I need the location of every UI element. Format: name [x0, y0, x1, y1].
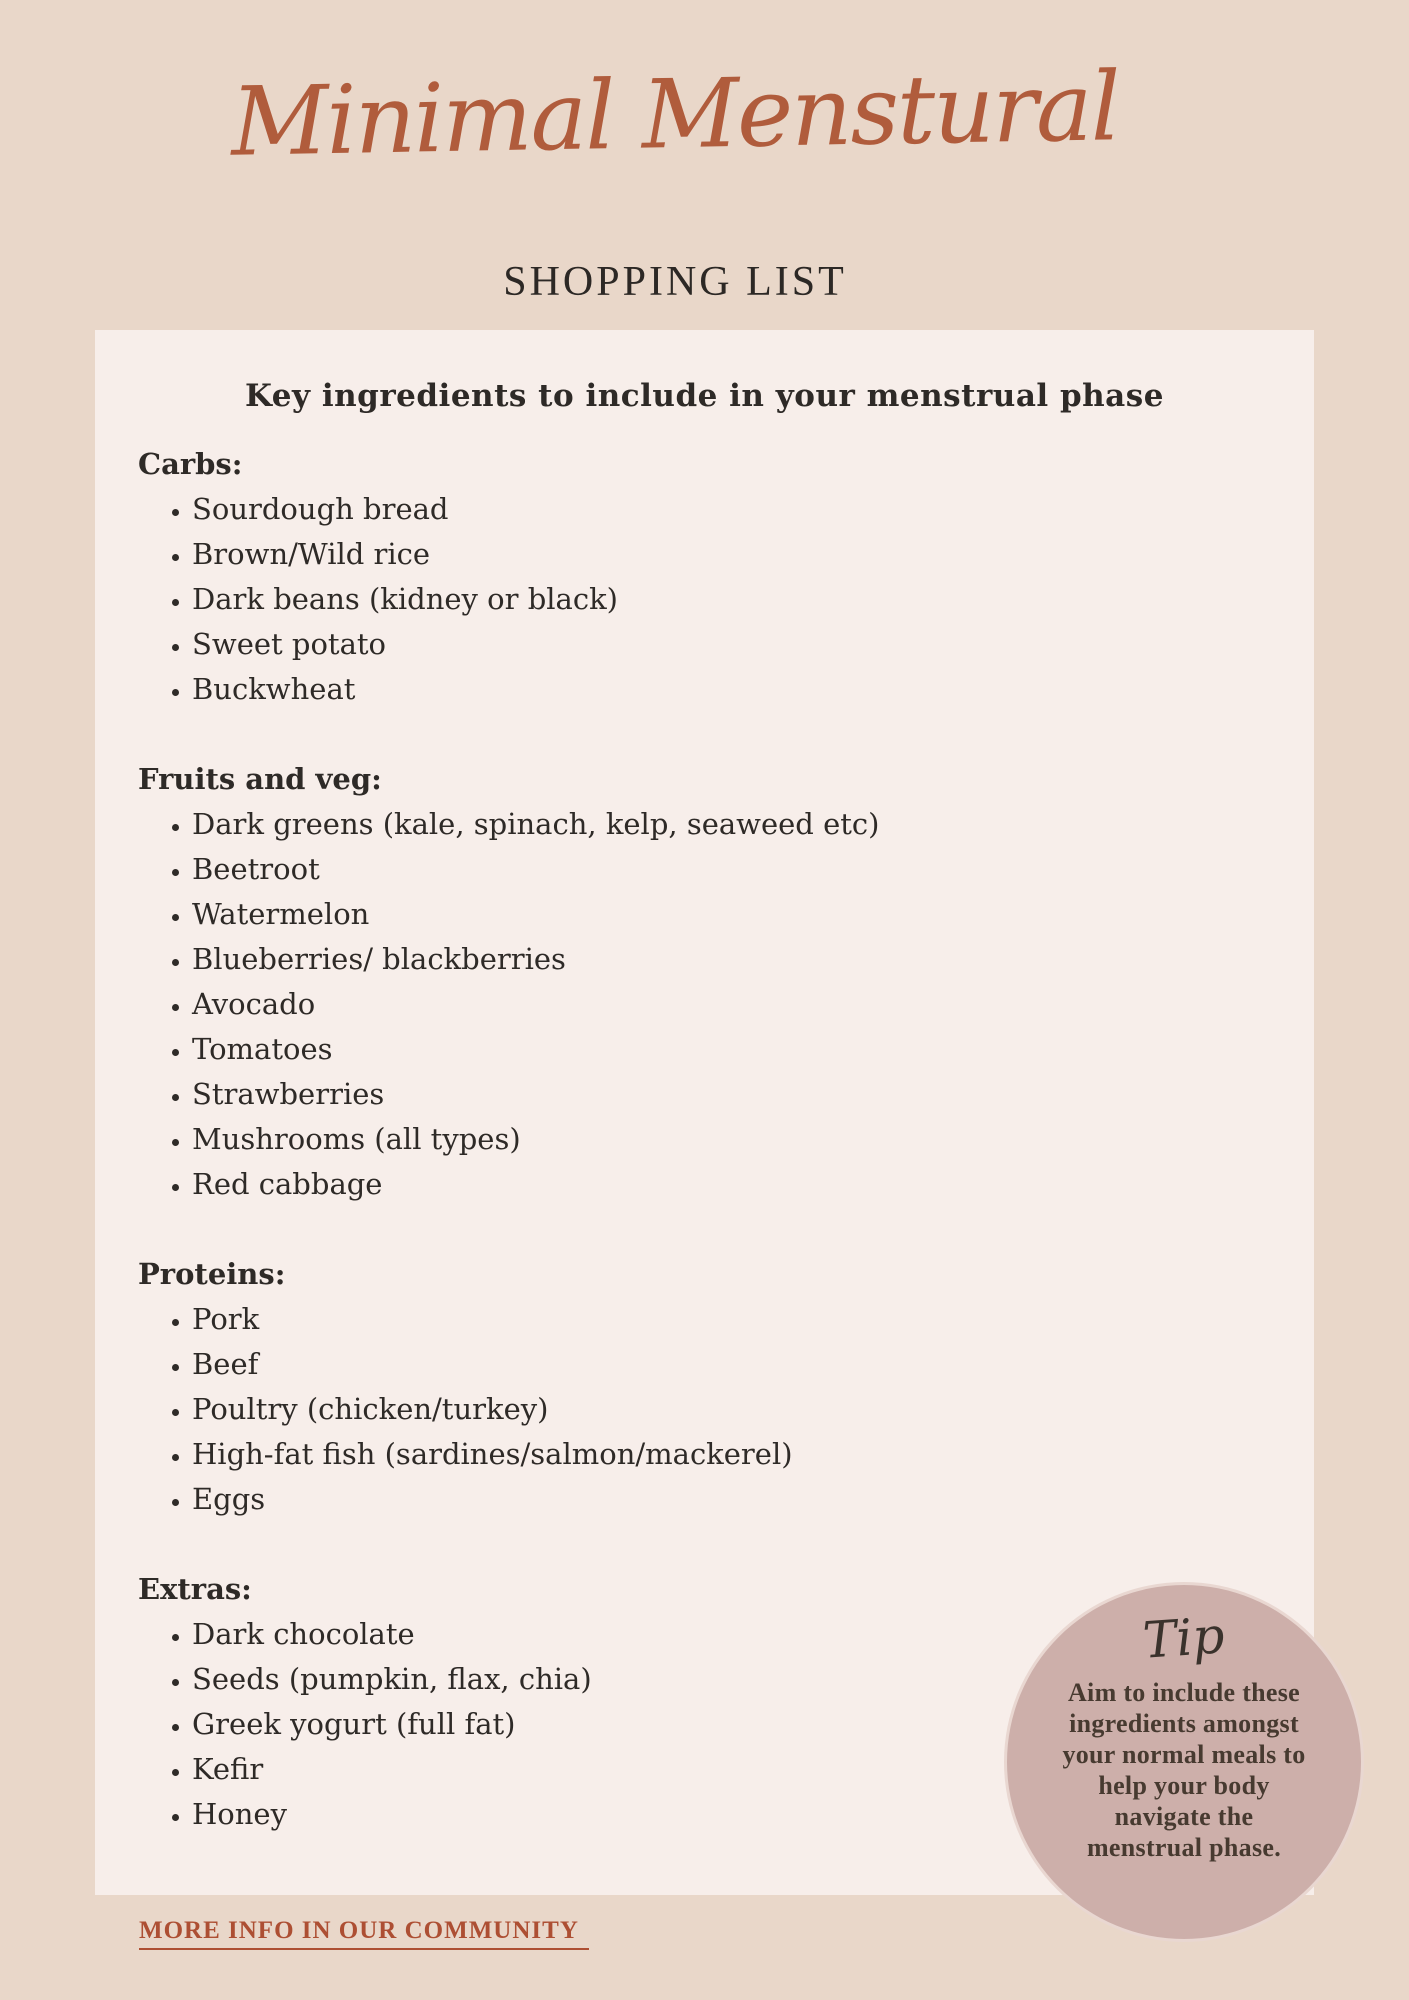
list-item: • Red cabbage — [192, 1162, 1271, 1207]
list-item: • Pork — [192, 1297, 1271, 1342]
card-heading: Key ingredients to include in your menstrual phase — [245, 378, 1164, 414]
list-item: • Sweet potato — [192, 622, 1271, 667]
list-item: • Seeds (pumpkin, flax, chia) — [192, 1657, 1271, 1702]
list-item: • Mushrooms (all types) — [192, 1117, 1271, 1162]
page-title-script: Minimal Menstural — [230, 52, 1120, 178]
section-label: Proteins: — [138, 1257, 286, 1291]
list-item: • Tomatoes — [192, 1027, 1271, 1072]
list-item: • Dark greens (kale, spinach, kelp, seaweed etc) — [192, 802, 1271, 847]
list-item: • Beetroot — [192, 847, 1271, 892]
list-item: • Buckwheat — [192, 667, 1271, 712]
section-label: Extras: — [138, 1572, 252, 1606]
list-item: • Avocado — [192, 982, 1271, 1027]
list-item: • Dark chocolate — [192, 1612, 1271, 1657]
section-list — [138, 802, 1271, 1207]
list-item: • High-fat fish (sardines/salmon/mackerel) — [192, 1432, 1271, 1477]
community-link[interactable]: MORE INFO IN OUR COMMUNITY — [139, 1916, 589, 1950]
ingredient-section — [138, 1252, 1271, 1522]
list-item: • Dark beans (kidney or black) — [192, 577, 1271, 622]
list-item: • Sourdough bread — [192, 487, 1271, 532]
list-item: • Honey — [192, 1792, 1271, 1837]
page-title-subtitle: SHOPPING LIST — [503, 259, 847, 305]
list-item: • Poultry (chicken/turkey) — [192, 1387, 1271, 1432]
section-label: Fruits and veg: — [138, 762, 382, 796]
ingredient-section — [138, 442, 1271, 712]
section-label: Carbs: — [138, 447, 243, 481]
section-list — [138, 1297, 1271, 1522]
ingredient-section — [138, 757, 1271, 1207]
list-item: • Beef — [192, 1342, 1271, 1387]
list-item: • Brown/Wild rice — [192, 532, 1271, 577]
tip-text: Aim to include these ingredients amongst your normal meals to help your body navigate the menstrual phase. — [1062, 1678, 1306, 1862]
tip-badge — [1004, 1582, 1364, 1942]
tip-label: Tip — [1141, 1606, 1227, 1670]
section-list — [138, 487, 1271, 712]
list-item: • Blueberries/ blackberries — [192, 937, 1271, 982]
list-item: • Greek yogurt (full fat) — [192, 1702, 1271, 1747]
list-item: • Watermelon — [192, 892, 1271, 937]
list-item: • Kefir — [192, 1747, 1271, 1792]
list-item: • Strawberries — [192, 1072, 1271, 1117]
list-item: • Eggs — [192, 1477, 1271, 1522]
